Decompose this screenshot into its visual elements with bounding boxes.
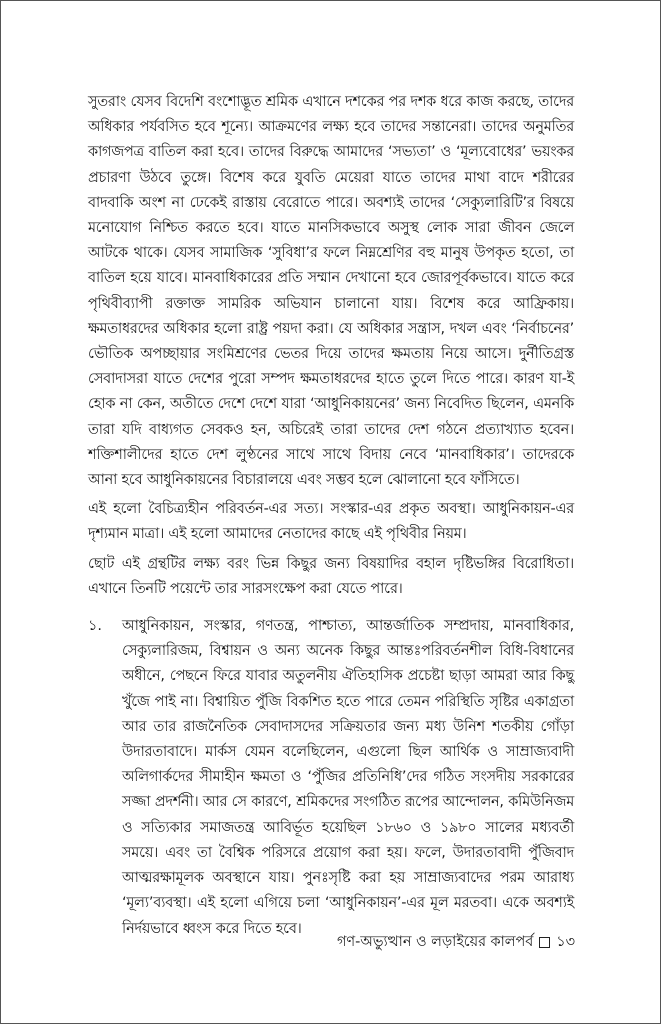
running-title: গণ-অভ্যুত্থান ও লড়াইয়ের কালপর্ব <box>336 934 534 950</box>
page-footer <box>337 930 575 954</box>
body-paragraph-2: এই হলো বৈচিত্র্যহীন পরিবর্তন-এর সত্য। সংস্কার-এর প্রকৃত অবস্থা। আধুনিকায়ন-এর দৃশ্যমান মাত্রা। এই হলো আমাদের নেতাদের কাছে এই পৃথিবীর নিয়ম। <box>88 501 574 543</box>
hollow-square-icon <box>539 937 550 948</box>
list-item-number: ১. <box>88 618 102 635</box>
list-item-text: আধুনিকায়ন, সংস্কার, গণতন্ত্র, পাশ্চাত্য, আন্তর্জাতিক সম্প্রদায়, মানবাধিকার, সেক্যুলারিজম, বিশ্বায়ন ও অন্য অনেক কিছুর আন্তঃপরিবর্তনশীল বিধি-বিধানের অধীনে, পেছনে ফিরে যাবার অতুলনীয় ঐতিহাসিক প্রচেষ্টা ছাড়া আমরা আর কিছু খুঁজে পাই না। বিশ্বায়িত পুঁজি বিকশিত হতে পারে তেমন পরিস্থিতি সৃষ্টির একাগ্রতা আর তার রাজনৈতিক সেবাদাসদের সক্রিয়তার জন্য মধ্য উনিশ শতকীয় গোঁড়া উদারতাবাদে। মার্কস যেমন বলেছিলেন, এগুলো ছিল আর্থিক ও সাম্রাজ্যবাদী অলিগার্কদের সীমাহীন ক্ষমতা ও ‘পুঁজির প্রতিনিধি’দের গঠিত সংসদীয় সরকারের সজ্জা প্রদর্শনী। আর সে কারণে, শ্রমিকদের সংগঠিত রূপের আন্দোলন, কমিউনিজম ও সত্যিকার সমাজতন্ত্র আবির্ভূত হয়েছিল ১৮৬০ ও ১৯৮০ সালের মধ্যবর্তী সময়ে। এবং তা বৈশ্বিক পরিসরে প্রয়োগ করা হয়। ফলে, উদারতাবাদী পুঁজিবাদ আত্মরক্ষামূলক অবস্থানে যায়। পুনঃসৃষ্টি করা হয় সাম্রাজ্যবাদের পরম আরাধ্য ‘মূল্য’ব্যবস্থা। এই হলো এগিয়ে চলা ‘আধুনিকায়ন’-এর মূল মরতবা। একে অবশ্যই নির্দয়ভাবে ধ্বংস করে দিতে হবে। <box>122 618 574 937</box>
page-body <box>88 90 574 942</box>
numbered-list-item <box>88 614 574 942</box>
body-paragraph-1: সুতরাং যেসব বিদেশি বংশোদ্ভূত শ্রমিক এখানে দশকের পর দশক ধরে কাজ করছে, তাদের অধিকার পর্যবসিত হবে শূন্যে। আক্রমণের লক্ষ্য হবে তাদের সন্তানেরা। তাদের অনুমতির কাগজপত্র বাতিল করা হবে। তাদের বিরুদ্ধে আমাদের ‘সভ্যতা’ ও ‘মূল্যবোধের’ ভয়ংকর প্রচারণা উঠবে তুঙ্গে। বিশেষ করে যুবতি মেয়েরা যাতে তাদের মাথা বাদে শরীরের বাদবাকি অংশ না ঢেকেই রাস্তায় বেরোতে পারে। অবশ্যই তাদের ‘সেক্যুলারিটি’র বিষয়ে মনোযোগ নিশ্চিত করতে হবে। যাতে মানসিকভাবে অসুস্থ লোক সারা জীবন জেলে আটকে থাকে। যেসব সামাজিক ‘সুবিধা’র ফলে নিম্নশ্রেণির বহু মানুষ উপকৃত হতো, তা বাতিল হয়ে যাবে। মানবাধিকারের প্রতি সম্মান দেখানো হবে জোরপূর্বকভাবে। যাতে করে পৃথিবীব্যাপী রক্তাক্ত সামরিক অভিযান চালানো যায়। বিশেষ করে আফ্রিকায়। ক্ষমতাধরদের অধিকার হলো রাষ্ট্র পয়দা করা। যে অধিকার সন্ত্রাস, দখল এবং ‘নির্বাচনের’ ভৌতিক অপচ্ছায়ার সংমিশ্রণের ভেতর দিয়ে তাদের ক্ষমতায় নিয়ে আসে। দুর্নীতিগ্রস্ত সেবাদাসরা যাতে দেশের পুরো সম্পদ ক্ষমতাধরদের হাতে তুলে দিতে পারে। কারণ যা-ই হোক না কেন, অতীতে দেশে দেশে যারা ‘আধুনিকায়নের’ জন্য নিবেদিত ছিলেন, এমনকি তারা যদি বাধ্যগত সেবকও হন, অচিরেই তারা তাদের দেশ গঠনে প্রত্যাখ্যাত হবেন। শক্তিশালীদের হাতে দেশ লুণ্ঠনের সাথে সাথে বিদায় নেবে ‘মানবাধিকার’। তাদেরকে আনা হবে আধুনিকায়নের বিচারালয়ে এবং সম্ভব হলে ঝোলানো হবে ফাঁসিতে। <box>88 94 574 489</box>
body-paragraph-3: ছোট এই গ্রন্থটির লক্ষ্য বরং ভিন্ন কিছুর জন্য বিষয়াদির বহাল দৃষ্টিভঙ্গির বিরোধিতা। এখানে তিনটি পয়েন্টে তার সারসংক্ষেপ করা যেতে পারে। <box>88 555 574 597</box>
page-number: ১৩ <box>556 934 575 950</box>
